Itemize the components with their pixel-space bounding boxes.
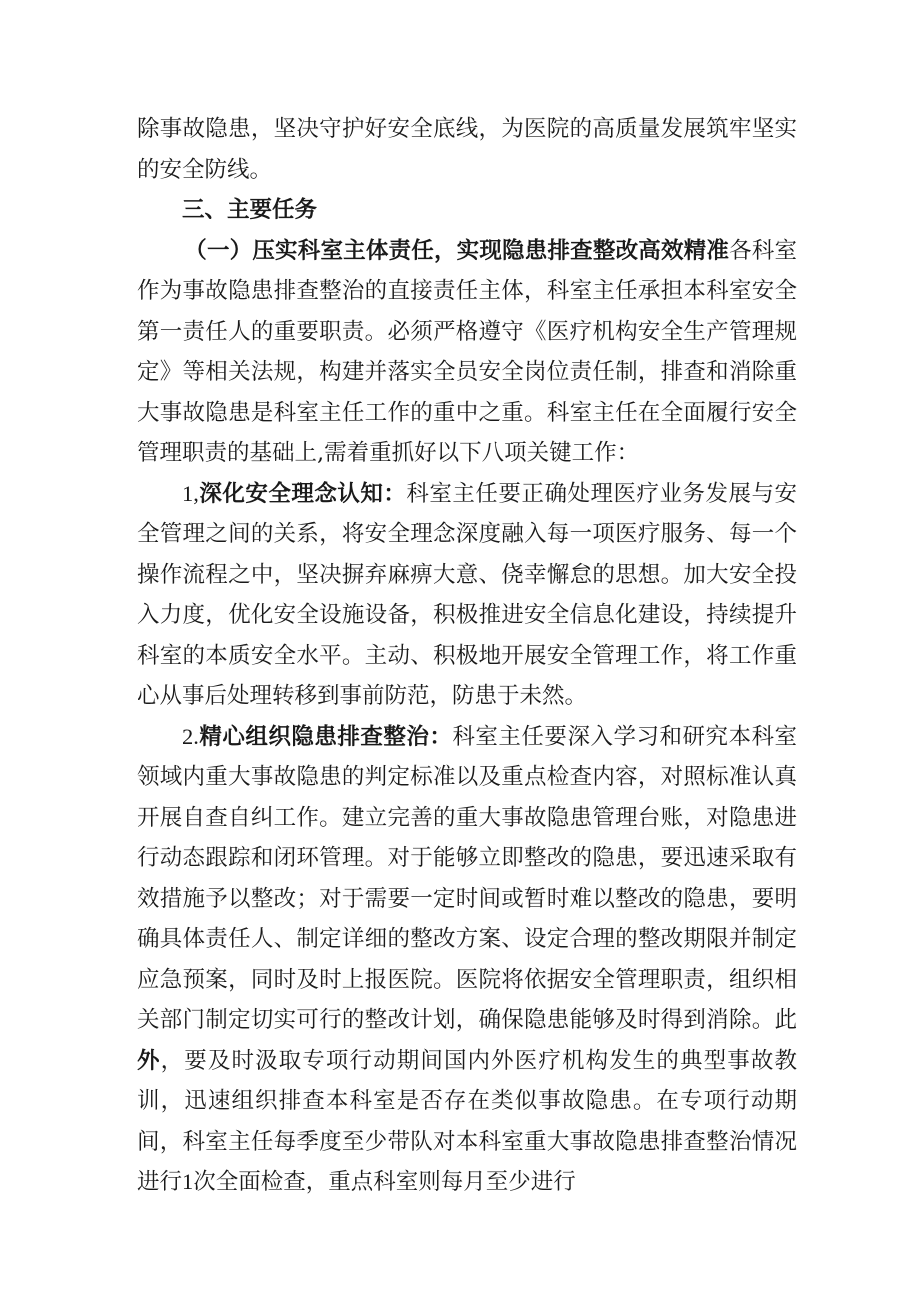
item-1-body: 科室主任要正确处理医疗业务发展与安全管理之间的关系，将安全理念深度融入每一项医疗服务、每一个操作流程之中，坚决摒弃麻痹大意、侥幸懈怠的思想。加大安全投入力度，优化安全设施设备，积极推进安全信息化建设，持续提升科室的本质安全水平。主动、积极地开展安全管理工作，将工作重心从事后处理转移到事前防范，防患于未然。 <box>137 480 797 709</box>
paragraph-item-1 <box>137 474 797 717</box>
paragraph-continuation: 除事故隐患，坚决守护好安全底线，为医院的高质量发展筑牢坚实的安全防线。 <box>137 116 797 183</box>
section-1-title: （一）压实科室主体责任，实现隐患排查整改高效精准 <box>184 237 730 264</box>
item-2-bold-word: 外 <box>137 1047 161 1074</box>
item-2-title: 精心组织隐患排查整治： <box>198 723 453 750</box>
paragraph-section-1 <box>137 231 797 474</box>
item-2-number: 2. <box>182 723 199 749</box>
item-2-body-b: ，要及时汲取专项行动期间国内外医疗机构发生的典型事故教训，迅速组织排查本科室是否存在类似事故隐患。在专项行动期间，科室主任每季度至少带队对本科室重大事故隐患排查整治情况进行 <box>137 1047 797 1195</box>
item-1-number: 1, <box>182 480 199 506</box>
section-1-body: 各科室作为事故隐患排查整治的直接责任主体，科室主任承担本科室安全第一责任人的重要职责。必须严格遵守《医疗机构安全生产管理规定》等相关法规，构建并落实全员安全岗位责任制，排查和消除重大事故隐患是科室主任工作的重中之重。科室主任在全面履行安全管理职责的基础上,需着重抓好以下八项关键工作： <box>137 237 797 466</box>
item-2-body-a: 科室主任要深入学习和研究本科室领域内重大事故隐患的判定标准以及重点检查内容，对照标准认真开展自查自纠工作。建立完善的重大事故隐患管理台账，对隐患进行动态跟踪和闭环管理。对于能够立即整改的隐患，要迅速采取有效措施予以整改；对于需要一定时间或暂时难以整改的隐患，要明确具体责任人、制定详细的整改方案、设定合理的整改期限并制定应急预案，同时及时上报医院。医院将依据安全管理职责，组织相关部门制定切实可行的整改计划，确保隐患能够及时得到消除。此 <box>137 723 797 1033</box>
item-1-title: 深化安全理念认知： <box>198 480 407 507</box>
paragraph-item-2 <box>137 717 797 1203</box>
item-2-body-c: 次全面检查，重点科室则每月至少进行 <box>193 1169 576 1195</box>
item-2-count: 1 <box>182 1169 194 1194</box>
document-body <box>137 109 797 1203</box>
section-heading-main-tasks: 三、主要任务 <box>182 197 318 223</box>
